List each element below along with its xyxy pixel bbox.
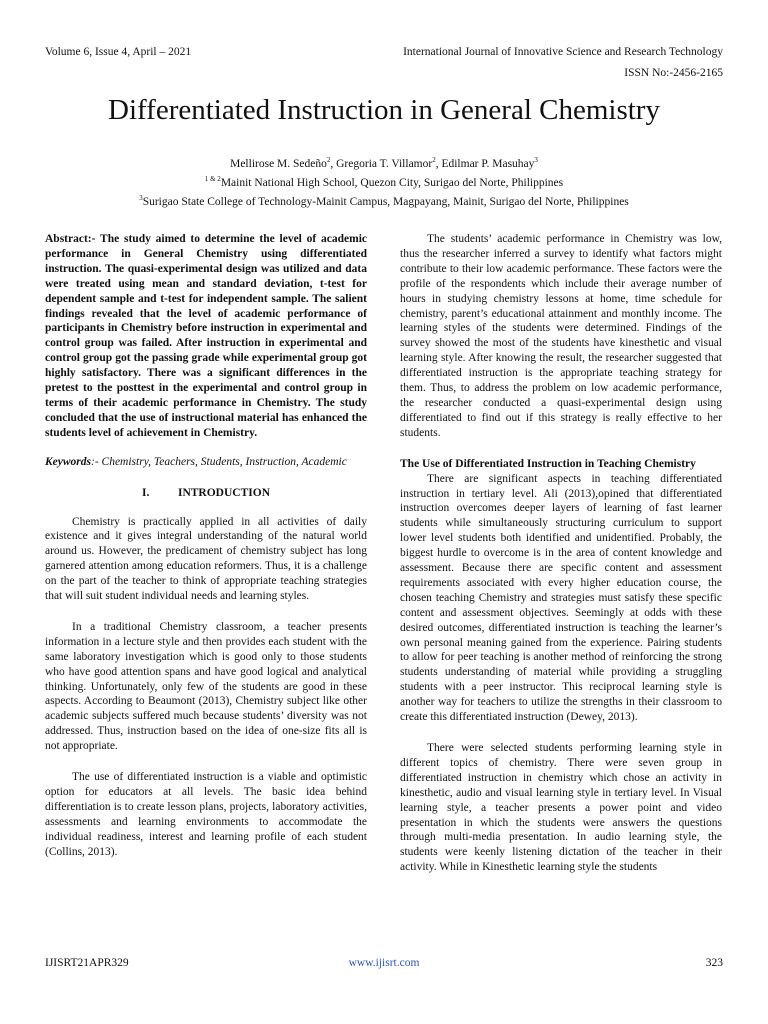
keywords-text: :- Chemistry, Teachers, Students, Instruction, Academic (91, 455, 347, 468)
intro-paragraph-1: Chemistry is practically applied in all activities of daily existence and it gives integral understanding of the natural world around us. However, the predicament of chemistry subject has long garnered attention among education reformers. Thus, it is a challenge on the part of the teacher to think of appropriate teaching strategies that will suit student individual needs and learning styles. (45, 515, 367, 603)
volume-info: Volume 6, Issue 4, April – 2021 (45, 46, 192, 58)
affiliation-1 (0, 172, 768, 191)
keywords-label: Keywords (45, 455, 91, 468)
left-column (45, 232, 367, 860)
abstract: Abstract:- The study aimed to determine the level of academic performance in General Chemistry using differentiated instruction. The quasi-experimental design was utilized and data were treated using mean and standard deviation, t-test for dependent sample and t-test for independent sample. The salient findings revealed that the level of academic performance of participants in Chemistry before instruction in experimental and control group was failed. After instruction in experimental and control group got the passing grade while experimental group got highly satisfactory. There was a significant differences in the pretest to the posttest in the experimental and control group in terms of their academic performance in Chemistry. The study concluded that the use of instructional material has enhanced the students level of achievement in Chemistry. (45, 233, 367, 439)
author-block (0, 153, 768, 209)
keywords (45, 455, 367, 470)
author-1: Mellirose M. Sedeño (230, 157, 327, 170)
body-paragraph-1: The students’ academic performance in Chemistry was low, thus the researcher inferred a survey to identify what factors might contribute to their low academic performance. These factors were the profile of the respondents which include their average number of hours in studying chemistry lessons at home, time schedule for chemistry, parent’s educational attainment and monthly income. The learning styles of the students were determined. Findings of the survey showed the most of the students have kinesthetic and visual learning style. After knowing the result, the researcher suggested that differentiated instruction is the appropriate teaching strategy for them. Thus, to address the problem on low academic performance, the researcher conducted a quasi-experimental design using differentiated to find out if this strategy is really effective to her students. (400, 233, 722, 439)
author-2-sup: 2 (432, 156, 436, 164)
intro-paragraph-3: The use of differentiated instruction is a viable and optimistic option for educators at all levels. The basic idea behind differentiation is to create lesson plans, projects, laboratory activities, assessments and learning environments to accommodate the individual readiness, interest and learning profile of each student (Collins, 2013). (45, 771, 367, 858)
body-paragraph-2: There are significant aspects in teaching differentiated instruction in tertiary level. Ali (2013),opined that differentiated instruction overcomes deeper layers of learning of fast learner students while simultaneously structuring curriculum to support lower level students both identified and unidentified. Probably, the biggest hurdle to overcome is in the area of content knowledge and assessment. Because there are specific content and assessment requirements associated with every higher education course, the chosen teaching Chemistry and strategies must satisfy these specific content and assessment objectives. Seemingly at odds with these desired outcomes, differentiated instruction is teaching the learner’s own personal meaning gained from the experience. Pairing students to allow for peer teaching is another method of reinforcing the strong students understanding of material while providing a struggling students with a peer instructor. This reciprocal learning style is another way for teachers to utilize the strengths in their classroom to create this differentiated instruction (Dewey, 2013). (400, 472, 722, 724)
right-column (400, 232, 722, 875)
section-number: I. (141, 486, 150, 499)
paper-title: Differentiated Instruction in General Chemistry (108, 94, 660, 126)
author-3: , Edilmar P. Masuhay (435, 157, 535, 170)
footer-page-number: 323 (705, 957, 723, 969)
journal-name: International Journal of Innovative Science and Research Technology (403, 46, 723, 58)
author-1-sup: 2 (326, 156, 331, 164)
section-heading-introduction (45, 486, 367, 501)
affiliation-1-sup: 1 & 2 (204, 174, 221, 183)
affiliation-1-text: Mainit National High School, Quezon City, Surigao del Norte, Philippines (220, 176, 564, 189)
section-title: INTRODUCTION (177, 486, 270, 499)
affiliation-2 (0, 191, 768, 210)
author-2: , Gregoria T. Villamor (330, 157, 433, 170)
author-3-sup: 3 (534, 156, 538, 164)
intro-paragraph-2: In a traditional Chemistry classroom, a teacher presents information in a lecture style and then provides each student with the same laboratory investigation which is good only to those students who have good attention spans and have good logical and analytical thinking. Unfortunately, only few of the students are good in these aspects. According to Beaumont (2013), Chemistry subject like other academic subjects suffered much because students’ diversity was not addressed. Thus, instruction based on the idea of one-size fits all is not appropriate. (45, 620, 367, 753)
footer-website-link[interactable]: www.ijisrt.com (348, 957, 420, 969)
footer-paper-code: IJISRT21APR329 (45, 957, 129, 969)
subheading-differentiated-instruction: The Use of Differentiated Instruction in Teaching Chemistry (400, 457, 696, 470)
affiliation-2-text: Surigao State College of Technology-Mainit Campus, Magpayang, Mainit, Surigao del Norte, Philippines (142, 195, 629, 208)
author-names (0, 153, 768, 172)
issn: ISSN No:-2456-2165 (624, 67, 723, 79)
body-paragraph-3: There were selected students performing learning style in different topics of chemistry. There were seven group in differentiated instruction in chemistry which chose an activity in kinesthetic, audio and visual learning style in tertiary level. In Visual learning style, a teacher presents a power point and video presentation in which the students were answers the questions through multi-media presentation. In audio learning style, the students were keenly listening dictation of the teacher in their activity. While in Kinesthetic learning style the students (400, 742, 722, 874)
affiliation-2-sup: 3 (139, 193, 143, 202)
